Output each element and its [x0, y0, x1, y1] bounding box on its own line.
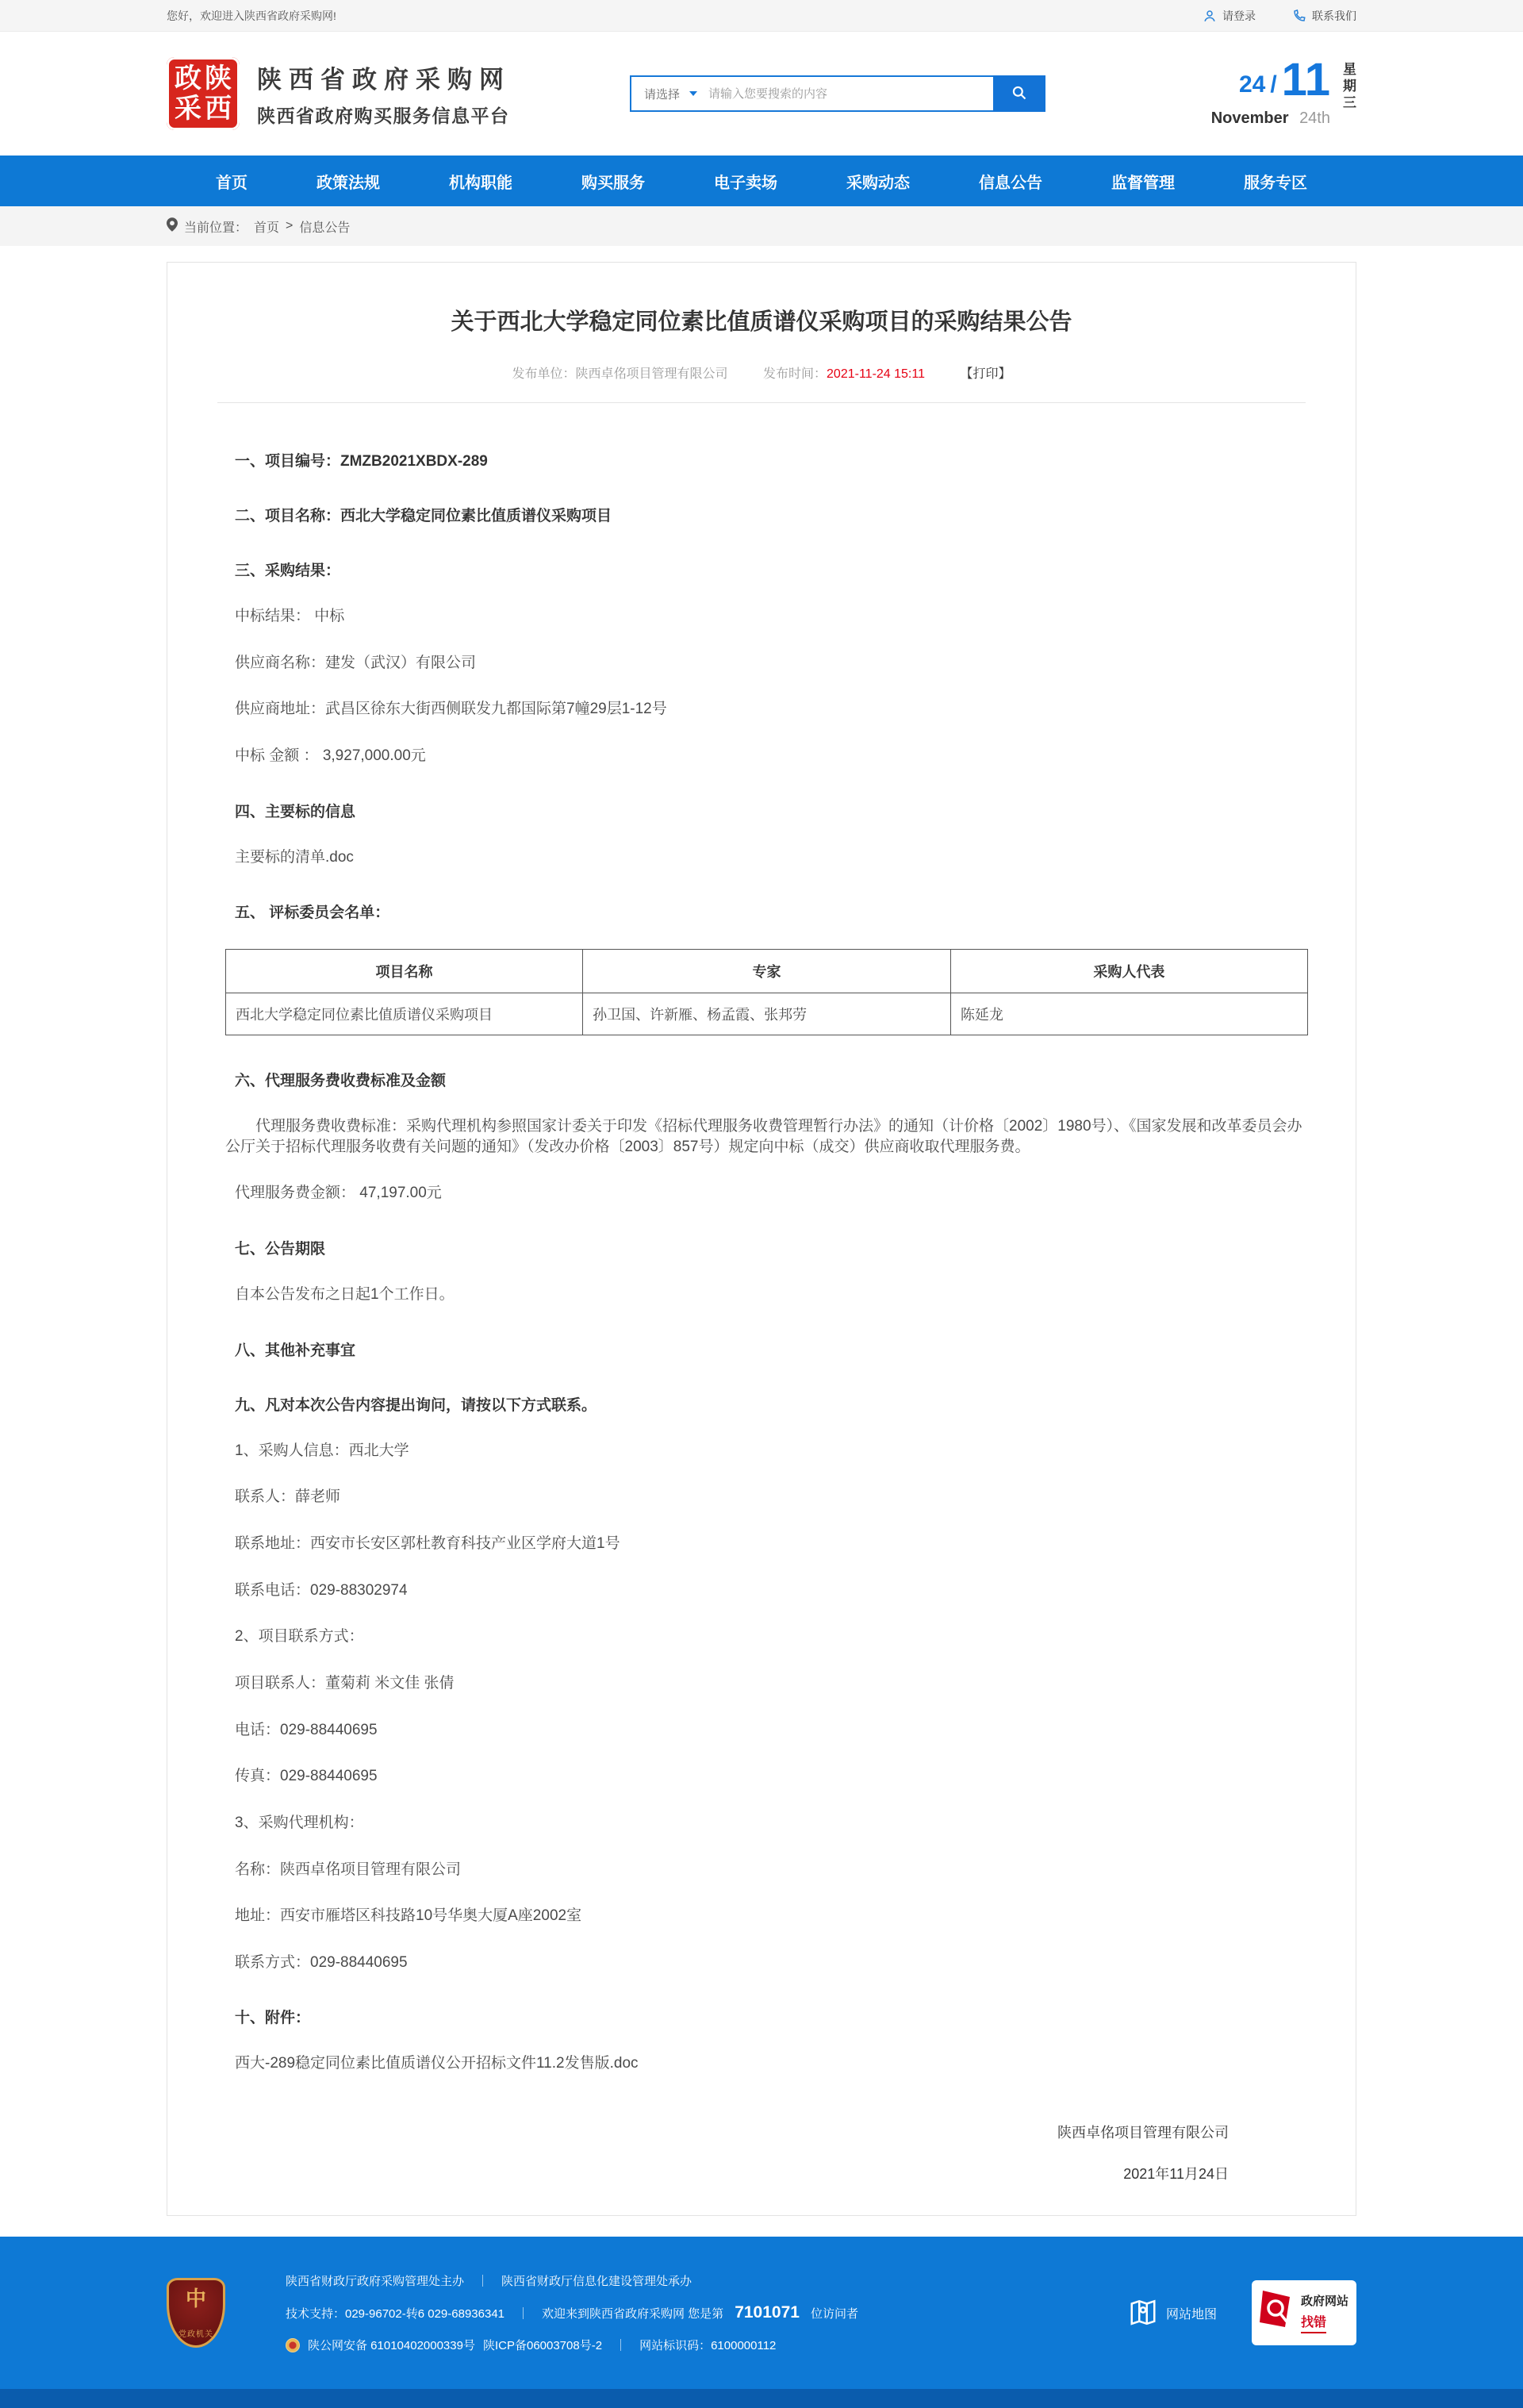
topbar-links: [1203, 8, 1356, 24]
project-phone-line: 电话：029-88440695: [235, 1721, 378, 1738]
section-heading-9: 九、凡对本次公告内容提出询问，请按以下方式联系。: [235, 1396, 597, 1414]
search-category-select[interactable]: [631, 86, 708, 102]
award-amount-line: 中标 金额 ： 3,927,000.00元: [235, 747, 426, 764]
publish-time-label: 发布时间：: [763, 367, 827, 381]
login-label: 请登录: [1222, 9, 1256, 22]
site-footer: [0, 2237, 1523, 2389]
search-icon: [1011, 85, 1027, 103]
attachment-doc-link[interactable]: 西大-289稳定同位素比值质谱仪公开招标文件11.2发售版.doc: [235, 2055, 639, 2072]
purchaser-phone-line: 联系电话：029-88302974: [235, 1581, 408, 1599]
section-heading-3: 三、采购结果：: [235, 563, 341, 579]
section-heading-7: 七、公告期限: [235, 1241, 326, 1258]
signature-date: 2021年11月24日: [1123, 2166, 1229, 2183]
main-area: [0, 246, 1523, 2237]
project-contacts-line: 项目联系人：董菊莉 米文佳 张倩: [235, 1674, 455, 1692]
brand: [167, 57, 511, 130]
weekday-char: 三: [1343, 95, 1356, 111]
location-pin-icon: [167, 217, 178, 236]
publish-time: 2021-11-24 15:11: [827, 367, 925, 381]
date-month-en: November: [1210, 109, 1289, 127]
error-badge-action: 找错: [1301, 2312, 1326, 2333]
logo-char: 陕: [205, 63, 232, 94]
project-fax-line: 传真：029-88440695: [235, 1768, 378, 1785]
police-badge-icon: [286, 2338, 300, 2352]
project-contact-heading-line: 2、项目联系方式：: [235, 1628, 364, 1646]
footer-visitor-suffix: 位访问者: [810, 2306, 858, 2321]
error-badge-title: 政府网站: [1301, 2295, 1349, 2309]
weekday-char: 期: [1343, 79, 1356, 94]
breadcrumb-current[interactable]: 信息公告: [299, 221, 351, 235]
purchaser-address-line: 联系地址：西安市长安区郭杜教育科技产业区学府大道1号: [235, 1535, 620, 1553]
search-select-label: 请选择: [644, 87, 681, 102]
result-line: 中标结果： 中标: [235, 608, 345, 624]
agency-phone-line: 联系方式：029-88440695: [235, 1953, 408, 1971]
site-subtitle: 陕西省政府购买服务信息平台: [257, 106, 510, 126]
shield-label: 党政机关: [178, 2330, 213, 2340]
government-shield-badge: [167, 2278, 225, 2348]
nav-item-functions[interactable]: 机构职能: [449, 174, 512, 192]
breadcrumb: [167, 206, 1356, 246]
purchaser-contact-line: 联系人：薛老师: [235, 1488, 341, 1506]
print-button[interactable]: 【打印】: [960, 367, 1011, 381]
publisher-label: 发布单位：: [512, 367, 576, 381]
weekday-char: 星: [1343, 62, 1356, 78]
welcome-text: 您好，欢迎进入陕西省政府采购网!: [167, 9, 336, 22]
date-weekday: [1343, 61, 1356, 111]
footer-separator: ｜: [615, 2339, 627, 2353]
error-report-icon: [1258, 2289, 1295, 2337]
bottom-strip: [0, 2389, 1523, 2408]
breadcrumb-separator: >: [286, 219, 293, 232]
agency-name-line: 名称：陕西卓佲项目管理有限公司: [235, 1861, 462, 1878]
nav-item-policies[interactable]: 政策法规: [316, 174, 380, 192]
section-heading-1: 一、项目编号：ZMZB2021XBDX-289: [235, 453, 488, 470]
login-link[interactable]: [1203, 8, 1256, 24]
agency-heading-line: 3、采购代理机构：: [235, 1814, 364, 1831]
search-bar: [630, 75, 1045, 112]
agency-fee-amount-line: 代理服务费金额： 47,197.00元: [235, 1185, 442, 1202]
breadcrumb-band: [0, 206, 1523, 246]
contact-link[interactable]: [1292, 8, 1356, 24]
footer-line-sponsor: [286, 2272, 1104, 2289]
date-month: 11: [1281, 54, 1330, 106]
footer-right-tools: [1128, 2280, 1356, 2345]
supplier-name-line: 供应商名称：建发（武汉）有限公司: [235, 654, 477, 671]
publisher-name: 陕西卓佲项目管理有限公司: [575, 367, 728, 381]
shield-emblem-icon: 中: [185, 2287, 206, 2311]
evaluation-committee-table: [225, 949, 1308, 1035]
site-header: [0, 32, 1523, 156]
contact-label: 联系我们: [1312, 9, 1356, 22]
nav-item-home[interactable]: 首页: [216, 174, 247, 192]
column-header-purchaser-rep: 采购人代表: [950, 950, 1307, 993]
main-nav: [0, 156, 1523, 206]
purchaser-info-line: 1、采购人信息：西北大学: [235, 1442, 409, 1459]
topbar: [0, 0, 1523, 32]
breadcrumb-prefix: 当前位置：: [184, 221, 248, 235]
section-heading-4: 四、主要标的信息: [235, 803, 356, 820]
gov-site-error-report-badge[interactable]: [1252, 2280, 1356, 2345]
footer-site-id: 网站标识码：6100000112: [639, 2339, 777, 2353]
section-heading-8: 八、其他补充事宜: [235, 1342, 356, 1359]
footer-sponsor-main: 陕西省财政厅政府采购管理处主办: [286, 2275, 465, 2289]
nav-item-purchase-services[interactable]: 购买服务: [581, 174, 645, 192]
footer-separator: ｜: [477, 2275, 489, 2289]
article-meta: [203, 363, 1320, 382]
section-heading-5: 五、 评标委员会名单：: [235, 904, 390, 922]
map-icon: [1128, 2296, 1158, 2330]
footer-sponsor-sub: 陕西省财政厅信息化建设管理处承办: [501, 2275, 692, 2289]
footer-visitor-prefix: 欢迎来到陕西省政府采购网 您是第: [542, 2306, 724, 2321]
cell-purchaser-rep: 陈延龙: [950, 993, 1307, 1035]
phone-icon: [1292, 9, 1306, 23]
sitemap-link[interactable]: [1128, 2296, 1217, 2330]
date-day: 24: [1238, 71, 1266, 98]
agency-fee-standard-line: 代理服务费收费标准：采购代理机构参照国家计委关于印发《招标代理服务收费管理暂行办法》的通知（计价格〔2002〕1980号）、《国家发展和改革委员会办公厅关于招标代理服务收费有关问题的通知》（发改办价格〔2003〕857号）规定向中标（成交）供应商收取代理服务费。: [225, 1118, 1302, 1155]
site-logo: [167, 57, 240, 130]
date-slash: /: [1270, 71, 1277, 98]
cell-experts: 孙卫国、许新雁、杨孟霞、张邦劳: [583, 993, 951, 1035]
footer-line-registration: [286, 2337, 1104, 2353]
nav-item-announcements[interactable]: 信息公告: [979, 174, 1042, 192]
signature-company: 陕西卓佲项目管理有限公司: [1057, 2125, 1229, 2141]
subject-list-doc-link[interactable]: 主要标的清单.doc: [235, 848, 354, 866]
section-heading-10: 十、附件：: [235, 2010, 311, 2027]
sitemap-label: 网站地图: [1165, 2307, 1217, 2322]
footer-text-block: [286, 2272, 1104, 2353]
signature-block: [225, 2122, 1308, 2183]
footer-police-record[interactable]: 陕公网安备 61010402000339号: [308, 2339, 475, 2353]
search-button[interactable]: [993, 75, 1045, 112]
footer-separator: ｜: [517, 2306, 530, 2321]
article-content: [203, 403, 1320, 2183]
chevron-down-icon: [689, 91, 697, 96]
cell-project-name: 西北大学稳定同位素比值质谱仪采购项目: [226, 993, 583, 1035]
user-icon: [1203, 9, 1217, 23]
site-name: 陕西省政府采购网: [257, 66, 511, 94]
nav-item-emall[interactable]: 电子卖场: [714, 174, 777, 192]
logo-char: 采: [175, 94, 201, 124]
brand-text: [257, 60, 511, 128]
supplier-address-line: 供应商地址：武昌区徐东大街西侧联发九都国际第7幢29层1-12号: [235, 701, 667, 718]
column-header-experts: 专家: [583, 950, 951, 993]
visitor-count: 7101071: [735, 2303, 800, 2322]
footer-line-support: [286, 2303, 1104, 2322]
column-header-project: 项目名称: [226, 950, 583, 993]
breadcrumb-home[interactable]: 首页: [254, 221, 280, 235]
date-numbers: [1210, 54, 1330, 127]
search-input[interactable]: [708, 77, 993, 110]
nav-item-procurement-news[interactable]: 采购动态: [846, 174, 910, 192]
table-row: [226, 993, 1308, 1035]
page-title: 关于西北大学稳定同位素比值质谱仪采购项目的采购结果公告: [451, 309, 1072, 335]
date-widget: [1210, 54, 1356, 127]
section-heading-2: 二、项目名称：西北大学稳定同位素比值质谱仪采购项目: [235, 508, 612, 524]
nav-item-service-zone[interactable]: 服务专区: [1244, 174, 1307, 192]
footer-tech-support: 技术支持：029-96702-转6 029-68936341: [286, 2306, 504, 2321]
footer-icp-record[interactable]: 陕ICP备06003708号-2: [482, 2339, 603, 2353]
nav-item-supervision[interactable]: 监督管理: [1111, 174, 1175, 192]
announcement-article: [167, 262, 1356, 2216]
date-day-en: 24th: [1299, 109, 1330, 127]
logo-char: 西: [205, 94, 232, 124]
table-header-row: [226, 950, 1308, 993]
section-heading-6: 六、代理服务费收费标准及金额: [235, 1073, 447, 1090]
announcement-period-line: 自本公告发布之日起1个工作日。: [235, 1286, 455, 1304]
agency-address-line: 地址：西安市雁塔区科技路10号华奥大厦A座2002室: [235, 1907, 582, 1925]
logo-char: 政: [175, 63, 201, 94]
